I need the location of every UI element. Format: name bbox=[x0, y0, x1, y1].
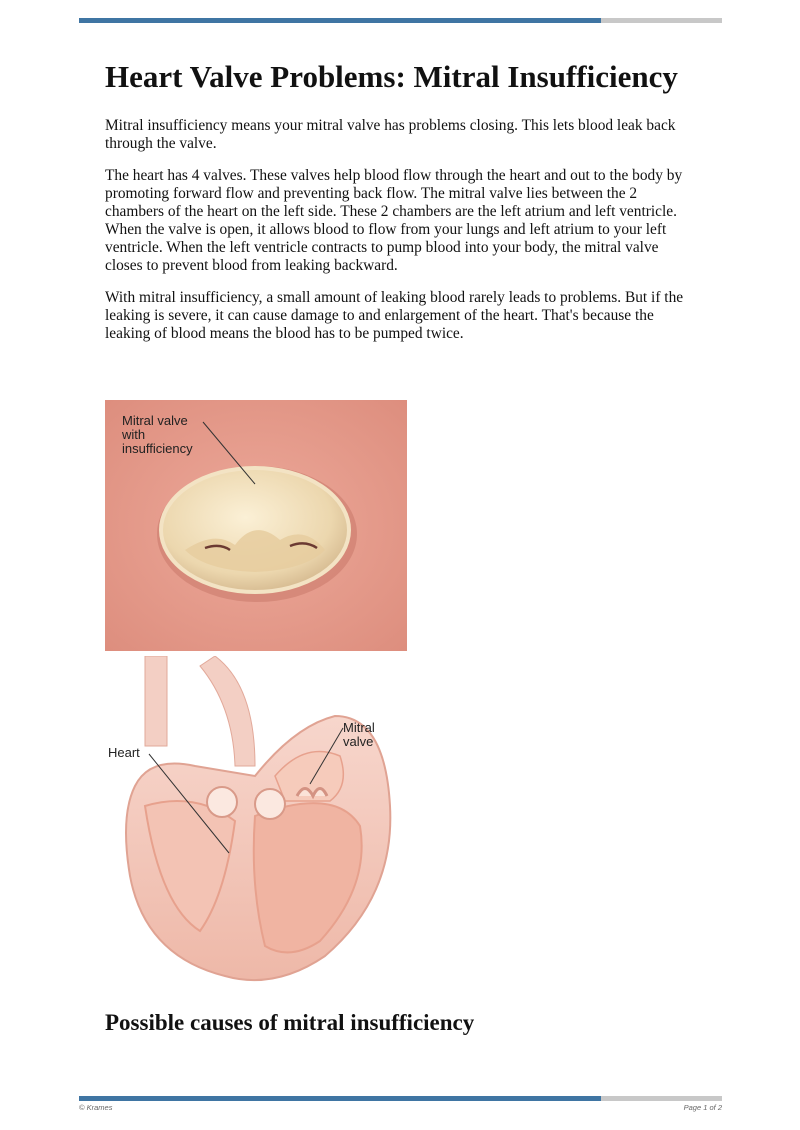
page-title: Heart Valve Problems: Mitral Insufficiency bbox=[105, 59, 678, 94]
footer-rule-accent bbox=[79, 1096, 601, 1101]
copyright-text: © Krames bbox=[79, 1103, 113, 1112]
document-body bbox=[105, 58, 695, 357]
mitral-label-line1: Mitral bbox=[343, 720, 375, 735]
valve-label-line3: insufficiency bbox=[122, 441, 193, 456]
vena-cava bbox=[145, 656, 167, 746]
leaking-paragraph: With mitral insufficiency, a small amount of leaking blood rarely leads to problems. But if the leaking is severe, it can cause damage to and enlargement of the heart. That's because the leaking of blood means the blood has to be pumped twice. bbox=[105, 289, 684, 342]
section-heading: Possible causes of mitral insufficiency bbox=[105, 1010, 475, 1035]
header-rule-accent bbox=[79, 18, 601, 23]
page-number: Page 1 of 2 bbox=[683, 1103, 722, 1112]
heart-cross-section-illustration bbox=[105, 656, 407, 990]
header-rule bbox=[79, 18, 722, 23]
valves-paragraph: The heart has 4 valves. These valves help blood flow through the heart and out to the body by promoting forward flow and preventing back flow. The mitral valve lies between the 2 chambers of the heart on the left side. These 2 chambers are the left atrium and left ventricle. When the valve is open, it allows blood to flow from your lungs and left atrium to your left ventricle. When the left ventricle contracts to pump blood into your body, the mitral valve closes to prevent blood from leaking backward. bbox=[105, 167, 683, 274]
mitral-valve-illustration bbox=[105, 400, 407, 651]
intro-paragraph: Mitral insufficiency means your mitral valve has problems closing. This lets blood leak back through the valve. bbox=[105, 117, 676, 152]
footer-rule bbox=[79, 1096, 722, 1101]
valve-ring bbox=[161, 468, 349, 592]
valve-label-line1: Mitral valve bbox=[122, 413, 188, 428]
heart-label: Heart bbox=[108, 745, 140, 760]
valve-label-line2: with bbox=[122, 427, 146, 442]
aortic-valve bbox=[207, 787, 237, 817]
pulmonary-valve bbox=[255, 789, 285, 819]
mitral-label-line2: valve bbox=[343, 734, 374, 749]
